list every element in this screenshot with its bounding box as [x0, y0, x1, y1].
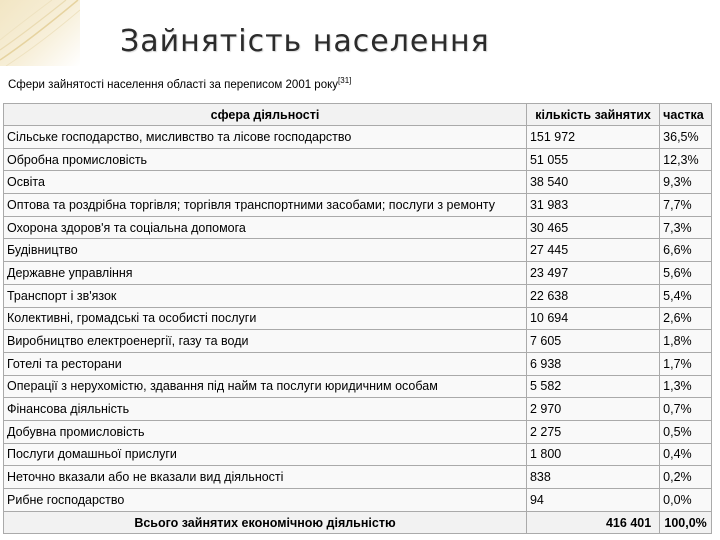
- table-row: [4, 126, 712, 149]
- cell-share: 1,3%: [660, 375, 712, 398]
- cell-sphere: Послуги домашньої прислуги: [4, 443, 527, 466]
- cell-count: 5 582: [526, 375, 659, 398]
- cell-sphere: Готелі та ресторани: [4, 352, 527, 375]
- cell-sphere: Колективні, громадські та особисті послуги: [4, 307, 527, 330]
- cell-count: 22 638: [526, 284, 659, 307]
- cell-share: 36,5%: [660, 126, 712, 149]
- page-title: Зайнятість населення: [120, 24, 490, 59]
- total-share: 100,0%: [660, 511, 712, 534]
- table-row: [4, 352, 712, 375]
- table-row: [4, 489, 712, 512]
- cell-share: 7,3%: [660, 216, 712, 239]
- table-row: [4, 375, 712, 398]
- header-sphere: сфера діяльності: [4, 104, 527, 126]
- cell-count: 10 694: [526, 307, 659, 330]
- cell-share: 0,4%: [660, 443, 712, 466]
- cell-sphere: Будівництво: [4, 239, 527, 262]
- cell-share: 5,4%: [660, 284, 712, 307]
- cell-sphere: Рибне господарство: [4, 489, 527, 512]
- caption-text: Сфери зайнятості населення області за переписом 2001 року: [8, 78, 339, 91]
- cell-share: 2,6%: [660, 307, 712, 330]
- table-row: [4, 284, 712, 307]
- employment-table: [3, 103, 712, 534]
- total-row: [4, 511, 712, 534]
- cell-share: 0,0%: [660, 489, 712, 512]
- cell-count: 27 445: [526, 239, 659, 262]
- cell-sphere: Операції з нерухомістю, здавання під найм та послуги юридичним особам: [4, 375, 527, 398]
- cell-count: 2 275: [526, 420, 659, 443]
- table-row: [4, 398, 712, 421]
- total-count: 416 401: [526, 511, 659, 534]
- cell-share: 7,7%: [660, 194, 712, 217]
- cell-share: 6,6%: [660, 239, 712, 262]
- cell-share: 9,3%: [660, 171, 712, 194]
- cell-share: 5,6%: [660, 262, 712, 285]
- cell-sphere: Транспорт і зв'язок: [4, 284, 527, 307]
- cell-count: 2 970: [526, 398, 659, 421]
- cell-sphere: Неточно вказали або не вказали вид діяльності: [4, 466, 527, 489]
- cell-share: 12,3%: [660, 148, 712, 171]
- corner-decoration: [0, 0, 80, 66]
- table-row: [4, 171, 712, 194]
- table-row: [4, 262, 712, 285]
- cell-count: 1 800: [526, 443, 659, 466]
- cell-share: 0,7%: [660, 398, 712, 421]
- table-header-row: [4, 104, 712, 126]
- table-caption: [8, 76, 351, 91]
- cell-share: 0,2%: [660, 466, 712, 489]
- cell-share: 0,5%: [660, 420, 712, 443]
- cell-sphere: Охорона здоров'я та соціальна допомога: [4, 216, 527, 239]
- total-label: Всього зайнятих економічною діяльністю: [4, 511, 527, 534]
- cell-count: 6 938: [526, 352, 659, 375]
- cell-sphere: Освіта: [4, 171, 527, 194]
- cell-count: 838: [526, 466, 659, 489]
- table-row: [4, 148, 712, 171]
- caption-reference: [31]: [338, 76, 352, 85]
- header-count: кількість зайнятих: [526, 104, 659, 126]
- table-row: [4, 443, 712, 466]
- cell-sphere: Оптова та роздрібна торгівля; торгівля транспортними засобами; послуги з ремонту: [4, 194, 527, 217]
- leaf-swirl-icon: [0, 0, 80, 66]
- cell-sphere: Державне управління: [4, 262, 527, 285]
- cell-sphere: Виробництво електроенергії, газу та води: [4, 330, 527, 353]
- cell-count: 30 465: [526, 216, 659, 239]
- cell-sphere: Добувна промисловість: [4, 420, 527, 443]
- cell-sphere: Сільське господарство, мисливство та лісове господарство: [4, 126, 527, 149]
- cell-count: 23 497: [526, 262, 659, 285]
- table-row: [4, 330, 712, 353]
- cell-count: 51 055: [526, 148, 659, 171]
- header-share: частка: [660, 104, 712, 126]
- table-row: [4, 420, 712, 443]
- cell-sphere: Фінансова діяльність: [4, 398, 527, 421]
- cell-sphere: Обробна промисловість: [4, 148, 527, 171]
- cell-count: 151 972: [526, 126, 659, 149]
- cell-count: 31 983: [526, 194, 659, 217]
- cell-count: 7 605: [526, 330, 659, 353]
- table-row: [4, 239, 712, 262]
- cell-count: 38 540: [526, 171, 659, 194]
- cell-count: 94: [526, 489, 659, 512]
- table-row: [4, 194, 712, 217]
- table-row: [4, 216, 712, 239]
- cell-share: 1,8%: [660, 330, 712, 353]
- cell-share: 1,7%: [660, 352, 712, 375]
- table-row: [4, 307, 712, 330]
- table-row: [4, 466, 712, 489]
